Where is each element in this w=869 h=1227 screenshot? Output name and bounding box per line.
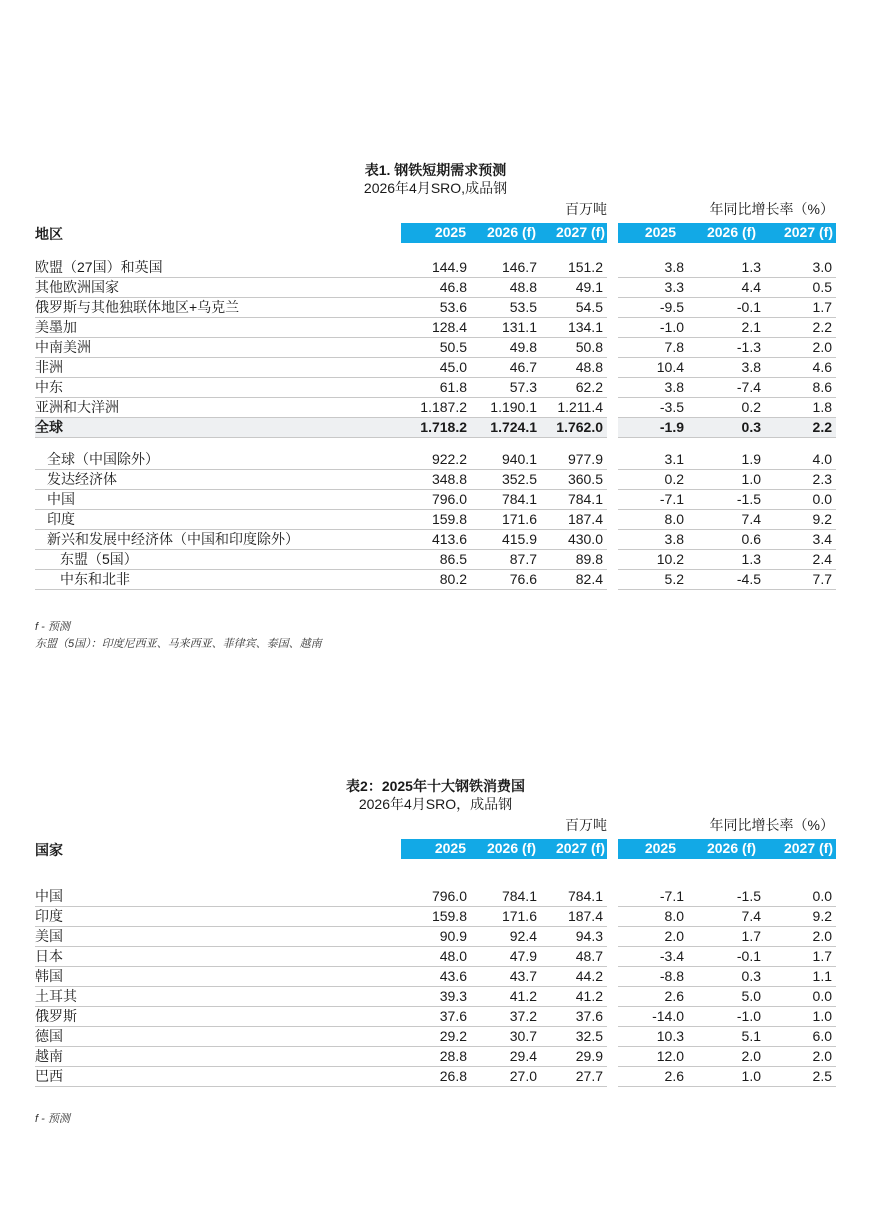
table-row [35, 490, 836, 510]
table2-cell-col5: 5.1 [688, 1027, 765, 1047]
table2-unit-yoy: 年同比增长率（%） [709, 817, 834, 833]
table1-sub-cell-col2: 87.7 [471, 550, 541, 570]
table2-cell-col1: 29.2 [401, 1027, 471, 1047]
table2-cell-col6: 0.0 [765, 987, 836, 1007]
column-gap [607, 1067, 618, 1087]
table1-row-label: 中南美洲 [35, 338, 401, 358]
table1-cell-col2: 48.8 [471, 278, 541, 298]
table2-header-col6: 2027 (f) [783, 840, 833, 856]
column-gap [607, 530, 618, 550]
table1-cell-col4: 3.3 [618, 278, 688, 298]
table2-cell-col3: 29.9 [541, 1047, 607, 1067]
table1-cell-col6: 2.2 [765, 418, 836, 438]
table1-sub-cell-col5: 1.0 [688, 470, 765, 490]
table1-sub-cell-col1: 159.8 [401, 510, 471, 530]
table-row [35, 278, 836, 298]
table1-cell-col1: 61.8 [401, 378, 471, 398]
table1-cell-col6: 0.5 [765, 278, 836, 298]
table1-sub-cell-col6: 4.0 [765, 450, 836, 470]
table2-cell-col4: -7.1 [618, 887, 688, 907]
table1-sub-cell-col3: 784.1 [541, 490, 607, 510]
table2-cell-col5: -1.5 [688, 887, 765, 907]
table2-row-label: 德国 [35, 1027, 401, 1047]
column-gap [607, 1007, 618, 1027]
table1-sub-cell-col5: 0.6 [688, 530, 765, 550]
column-gap [607, 510, 618, 530]
table1-sub-cell-col4: 0.2 [618, 470, 688, 490]
column-gap [607, 378, 618, 398]
column-gap [607, 258, 618, 278]
table1-sub-cell-col5: 1.9 [688, 450, 765, 470]
table1-sub-cell-col1: 86.5 [401, 550, 471, 570]
column-gap [607, 450, 618, 470]
table1-cell-col5: 2.1 [688, 318, 765, 338]
table1-sub-cell-col2: 352.5 [471, 470, 541, 490]
table1-sub-row-label: 新兴和发展中经济体（中国和印度除外） [35, 530, 401, 550]
table2-header-col1: 2025 [434, 840, 466, 856]
table2-cell-col4: 2.6 [618, 987, 688, 1007]
table2-cell-col4: 2.6 [618, 1067, 688, 1087]
table2-cell-col2: 41.2 [471, 987, 541, 1007]
table-row [35, 1047, 836, 1067]
table1-sub-cell-col4: 8.0 [618, 510, 688, 530]
table2-cell-col6: 1.7 [765, 947, 836, 967]
table1-title: 表1. 钢铁短期需求预测 [364, 162, 507, 178]
table-row [35, 1067, 836, 1087]
table2-cell-col6: 9.2 [765, 907, 836, 927]
table1-subtitle: 2026年4月SRO,成品钢 [363, 180, 508, 196]
table2-cell-col2: 30.7 [471, 1027, 541, 1047]
table-row [35, 418, 836, 438]
table2-subtitle: 2026年4月SRO，成品钢 [358, 796, 513, 812]
column-gap [607, 1047, 618, 1067]
table1-sub-cell-col6: 3.4 [765, 530, 836, 550]
table1-cell-col1: 53.6 [401, 298, 471, 318]
table2-cell-col1: 37.6 [401, 1007, 471, 1027]
table1-sub-cell-col5: -1.5 [688, 490, 765, 510]
table1-sub-cell-col4: 5.2 [618, 570, 688, 590]
table2-cell-col1: 39.3 [401, 987, 471, 1007]
table-row [35, 378, 836, 398]
table1-sub-cell-col6: 0.0 [765, 490, 836, 510]
table-row [35, 570, 836, 590]
table1-cell-col6: 2.0 [765, 338, 836, 358]
table2-cell-col2: 43.7 [471, 967, 541, 987]
table1-sub-row-label: 东盟（5国） [35, 550, 401, 570]
table1-sub-cell-col1: 413.6 [401, 530, 471, 550]
table2-cell-col2: 171.6 [471, 907, 541, 927]
table1-cell-col2: 53.5 [471, 298, 541, 318]
table1-sub-cell-col3: 187.4 [541, 510, 607, 530]
table1-row-label: 欧盟（27国）和英国 [35, 258, 401, 278]
table2-row-label: 中国 [35, 887, 401, 907]
table1-block [35, 161, 836, 650]
table1-sub-cell-col5: -4.5 [688, 570, 765, 590]
table1-sub-cell-col6: 2.4 [765, 550, 836, 570]
table1-sub-cell-col6: 2.3 [765, 470, 836, 490]
table-row [35, 338, 836, 358]
table1-cell-col2: 131.1 [471, 318, 541, 338]
table2-cell-col5: 0.3 [688, 967, 765, 987]
table1-cell-col3: 62.2 [541, 378, 607, 398]
table-row [35, 1007, 836, 1027]
table1-cell-col6: 1.7 [765, 298, 836, 318]
table2-cell-col4: 8.0 [618, 907, 688, 927]
table2-cell-col3: 94.3 [541, 927, 607, 947]
table1-sub-cell-col1: 348.8 [401, 470, 471, 490]
table2-row-label: 印度 [35, 907, 401, 927]
table2-cell-col6: 1.0 [765, 1007, 836, 1027]
table1-cell-col1: 128.4 [401, 318, 471, 338]
table1-row-label: 非洲 [35, 358, 401, 378]
table1-header-col3: 2027 (f) [555, 224, 605, 240]
table2-unit-row [35, 813, 836, 839]
table1-cell-col4: 10.4 [618, 358, 688, 378]
table2-block [35, 777, 836, 1125]
table2-cell-col3: 48.7 [541, 947, 607, 967]
table2-cell-col1: 90.9 [401, 927, 471, 947]
table2-cell-col6: 2.0 [765, 1047, 836, 1067]
table2-cell-col3: 32.5 [541, 1027, 607, 1047]
table1-sub-cell-col4: 3.8 [618, 530, 688, 550]
table-row [35, 398, 836, 418]
table1-sub-cell-col1: 80.2 [401, 570, 471, 590]
table1-cell-col5: -1.3 [688, 338, 765, 358]
table1-cell-col6: 4.6 [765, 358, 836, 378]
table1-note-asean: 东盟（5国）：印度尼西亚、马来西亚、菲律宾、泰国、越南 [35, 638, 322, 650]
table2-header-col3: 2027 (f) [555, 840, 605, 856]
table1-cell-col3: 1.762.0 [541, 418, 607, 438]
column-gap [607, 358, 618, 378]
table-row [35, 887, 836, 907]
table1-sub-cell-col5: 1.3 [688, 550, 765, 570]
table2-cell-col2: 784.1 [471, 887, 541, 907]
table-row [35, 318, 836, 338]
table1-cell-col4: -1.0 [618, 318, 688, 338]
table2-header-col5: 2026 (f) [706, 840, 756, 856]
table1-sub-cell-col3: 360.5 [541, 470, 607, 490]
table2-cell-col2: 27.0 [471, 1067, 541, 1087]
table1-header-col4: 2025 [644, 224, 676, 240]
table1-cell-col4: 7.8 [618, 338, 688, 358]
table2-cell-col4: -3.4 [618, 947, 688, 967]
table2-cell-col4: 12.0 [618, 1047, 688, 1067]
table1-cell-col4: 3.8 [618, 258, 688, 278]
table1-cell-col6: 2.2 [765, 318, 836, 338]
table2-row-label: 国家 [35, 842, 63, 858]
column-gap [607, 570, 618, 590]
table1-header-col5: 2026 (f) [706, 224, 756, 240]
table-row [35, 358, 836, 378]
column-gap [607, 967, 618, 987]
table-row [35, 987, 836, 1007]
table1-sub-cell-col2: 940.1 [471, 450, 541, 470]
table2-row-label: 俄罗斯 [35, 1007, 401, 1027]
table1-cell-col4: -3.5 [618, 398, 688, 418]
table1-unit-yoy: 年同比增长率（%） [709, 201, 834, 217]
table1-sub-cell-col2: 76.6 [471, 570, 541, 590]
table2-cell-col6: 0.0 [765, 887, 836, 907]
table2-cell-col5: 1.7 [688, 927, 765, 947]
table1-header-col6: 2027 (f) [783, 224, 833, 240]
table1-cell-col6: 3.0 [765, 258, 836, 278]
table1-sub-cell-col6: 7.7 [765, 570, 836, 590]
table1-cell-col6: 8.6 [765, 378, 836, 398]
table2-row-label: 日本 [35, 947, 401, 967]
table1-cell-col2: 1.724.1 [471, 418, 541, 438]
table1-cell-col3: 151.2 [541, 258, 607, 278]
column-gap [607, 490, 618, 510]
table2-row-label: 越南 [35, 1047, 401, 1067]
table1-unit-row [35, 197, 836, 223]
table1-cell-col5: 0.3 [688, 418, 765, 438]
table1-cell-col1: 144.9 [401, 258, 471, 278]
table1-note-forecast: f - 预测 [35, 621, 70, 633]
table1-sub-cell-col3: 977.9 [541, 450, 607, 470]
table2-cell-col3: 44.2 [541, 967, 607, 987]
table2-row-label: 巴西 [35, 1067, 401, 1087]
table1-cell-col5: 1.3 [688, 258, 765, 278]
table1-cell-col4: 3.8 [618, 378, 688, 398]
table2-cell-col4: 10.3 [618, 1027, 688, 1047]
table-row [35, 967, 836, 987]
table-row [35, 927, 836, 947]
table1-sub-rows [35, 450, 836, 590]
column-gap [607, 887, 618, 907]
table1-sub-cell-col1: 922.2 [401, 450, 471, 470]
table2-unit-million-tonnes: 百万吨 [565, 817, 607, 833]
table1-cell-col3: 48.8 [541, 358, 607, 378]
table2-cell-col1: 26.8 [401, 1067, 471, 1087]
table1-cell-col3: 134.1 [541, 318, 607, 338]
column-gap [607, 278, 618, 298]
table2-cell-col2: 47.9 [471, 947, 541, 967]
column-gap [607, 947, 618, 967]
table2-cell-col6: 2.5 [765, 1067, 836, 1087]
table1-cell-col5: -0.1 [688, 298, 765, 318]
table1-cell-col5: 4.4 [688, 278, 765, 298]
table1-cell-col1: 50.5 [401, 338, 471, 358]
table1-row-label: 亚洲和大洋洲 [35, 398, 401, 418]
table2-rows [35, 887, 836, 1087]
table2-cell-col3: 37.6 [541, 1007, 607, 1027]
table1-sub-cell-col3: 82.4 [541, 570, 607, 590]
table1-cell-col5: 3.8 [688, 358, 765, 378]
table2-cell-col3: 784.1 [541, 887, 607, 907]
table1-cell-col3: 50.8 [541, 338, 607, 358]
column-gap [607, 298, 618, 318]
table1-cell-col2: 146.7 [471, 258, 541, 278]
table1-header-col1: 2025 [434, 224, 466, 240]
table2-row-label: 美国 [35, 927, 401, 947]
table2-cell-col5: 7.4 [688, 907, 765, 927]
table2-cell-col6: 6.0 [765, 1027, 836, 1047]
table1-header-col2: 2026 (f) [486, 224, 536, 240]
table1-cell-col1: 45.0 [401, 358, 471, 378]
table2-cell-col4: -14.0 [618, 1007, 688, 1027]
table2-cell-col1: 43.6 [401, 967, 471, 987]
column-gap [607, 907, 618, 927]
table1-sub-cell-col2: 171.6 [471, 510, 541, 530]
table1-sub-cell-col2: 784.1 [471, 490, 541, 510]
table-row [35, 470, 836, 490]
column-gap [607, 927, 618, 947]
table1-sub-cell-col2: 415.9 [471, 530, 541, 550]
table-row [35, 907, 836, 927]
table1-cell-col4: -1.9 [618, 418, 688, 438]
table1-sub-row-label: 印度 [35, 510, 401, 530]
table2-cell-col4: -8.8 [618, 967, 688, 987]
table2-cell-col3: 27.7 [541, 1067, 607, 1087]
table1-cell-col6: 1.8 [765, 398, 836, 418]
table2-cell-col5: 2.0 [688, 1047, 765, 1067]
table2-row-label: 土耳其 [35, 987, 401, 1007]
table1-row-label: 中东 [35, 378, 401, 398]
table1-cell-col3: 1.211.4 [541, 398, 607, 418]
table2-cell-col5: 5.0 [688, 987, 765, 1007]
column-gap [607, 418, 618, 438]
table1-cell-col1: 46.8 [401, 278, 471, 298]
table1-cell-col1: 1.187.2 [401, 398, 471, 418]
table1-cell-col2: 1.190.1 [471, 398, 541, 418]
table1-sub-row-label: 发达经济体 [35, 470, 401, 490]
table2-cell-col2: 29.4 [471, 1047, 541, 1067]
column-gap [607, 1027, 618, 1047]
table1-sub-cell-col4: 10.2 [618, 550, 688, 570]
table-row [35, 947, 836, 967]
table2-title: 表2：2025年十大钢铁消费国 [346, 778, 525, 794]
table1-sub-cell-col1: 796.0 [401, 490, 471, 510]
table1-sub-cell-col4: 3.1 [618, 450, 688, 470]
table2-cell-col3: 41.2 [541, 987, 607, 1007]
table2-header-row [35, 839, 836, 859]
table1-row-label: 地区 [35, 226, 63, 242]
table1-sub-cell-col4: -7.1 [618, 490, 688, 510]
table1-sub-cell-col3: 430.0 [541, 530, 607, 550]
table1-header-row [35, 223, 836, 243]
table1-cell-col2: 49.8 [471, 338, 541, 358]
table2-cell-col2: 92.4 [471, 927, 541, 947]
table-row [35, 550, 836, 570]
table-row [35, 298, 836, 318]
table2-cell-col1: 48.0 [401, 947, 471, 967]
table2-header-col4: 2025 [644, 840, 676, 856]
column-gap [607, 987, 618, 1007]
table2-cell-col1: 159.8 [401, 907, 471, 927]
table1-row-label: 全球 [35, 418, 401, 438]
table2-cell-col5: 1.0 [688, 1067, 765, 1087]
table2-cell-col6: 2.0 [765, 927, 836, 947]
table1-row-label: 俄罗斯与其他独联体地区+乌克兰 [35, 298, 401, 318]
table1-sub-cell-col3: 89.8 [541, 550, 607, 570]
table2-note-forecast: f - 预测 [35, 1113, 70, 1125]
table1-cell-col1: 1.718.2 [401, 418, 471, 438]
table1-sub-row-label: 全球（中国除外） [35, 450, 401, 470]
table1-cell-col2: 46.7 [471, 358, 541, 378]
table1-unit-million-tonnes: 百万吨 [565, 201, 607, 217]
table-row [35, 258, 836, 278]
table2-cell-col2: 37.2 [471, 1007, 541, 1027]
table1-cell-col4: -9.5 [618, 298, 688, 318]
table1-cell-col3: 54.5 [541, 298, 607, 318]
table-row [35, 530, 836, 550]
table-row [35, 450, 836, 470]
table-row [35, 510, 836, 530]
table1-row-label: 美墨加 [35, 318, 401, 338]
table1-sub-row-label: 中东和北非 [35, 570, 401, 590]
table1-sub-cell-col5: 7.4 [688, 510, 765, 530]
table1-row-label: 其他欧洲国家 [35, 278, 401, 298]
table-row [35, 1027, 836, 1047]
column-gap [607, 338, 618, 358]
table2-cell-col6: 1.1 [765, 967, 836, 987]
table1-cell-col5: -7.4 [688, 378, 765, 398]
table1-cell-col5: 0.2 [688, 398, 765, 418]
table1-cell-col2: 57.3 [471, 378, 541, 398]
column-gap [607, 470, 618, 490]
table2-cell-col4: 2.0 [618, 927, 688, 947]
table1-main-rows [35, 258, 836, 438]
table1-sub-cell-col6: 9.2 [765, 510, 836, 530]
table1-sub-row-label: 中国 [35, 490, 401, 510]
column-gap [607, 398, 618, 418]
table2-cell-col1: 28.8 [401, 1047, 471, 1067]
table1-cell-col3: 49.1 [541, 278, 607, 298]
table2-cell-col3: 187.4 [541, 907, 607, 927]
column-gap [607, 550, 618, 570]
table2-cell-col5: -1.0 [688, 1007, 765, 1027]
table2-cell-col1: 796.0 [401, 887, 471, 907]
table2-row-label: 韩国 [35, 967, 401, 987]
column-gap [607, 318, 618, 338]
table2-cell-col5: -0.1 [688, 947, 765, 967]
table2-header-col2: 2026 (f) [486, 840, 536, 856]
